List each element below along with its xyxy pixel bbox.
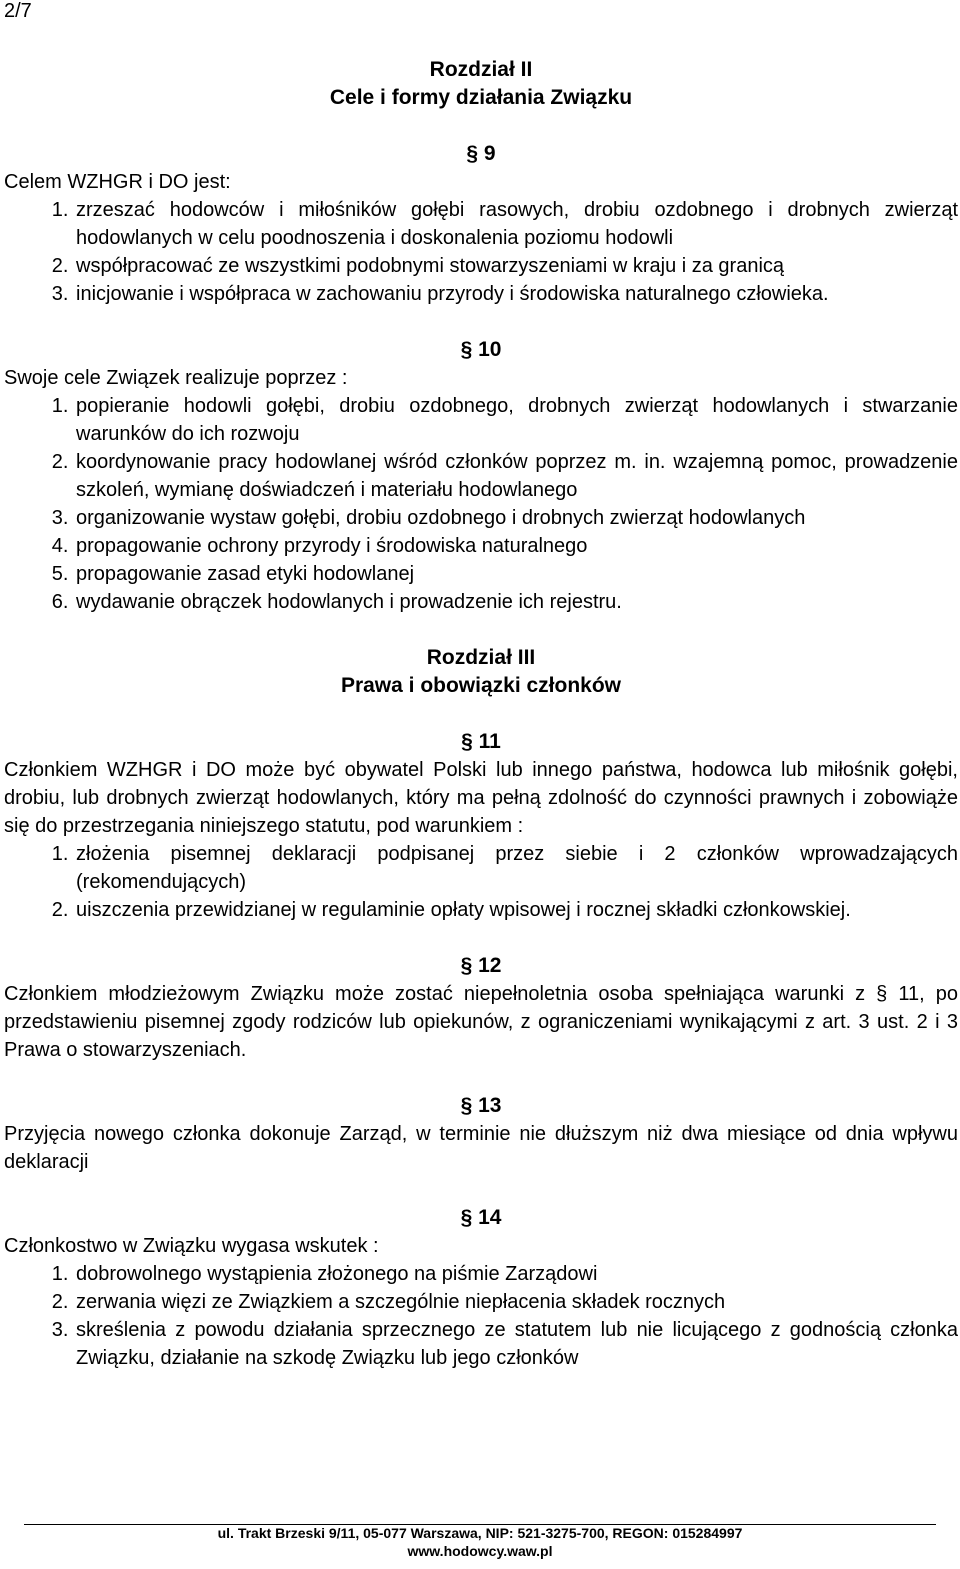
list-item: 4. propagowanie ochrony przyrody i środowiska naturalnego [74, 532, 958, 560]
section-list [4, 392, 958, 616]
footer-website: www.hodowcy.waw.pl [407, 1543, 553, 1559]
list-item: 3. organizowanie wystaw gołębi, drobiu ozdobnego i drobnych zwierząt hodowlanych [74, 504, 958, 532]
page-number: 2/7 [4, 0, 32, 22]
list-item: 1. zrzeszać hodowców i miłośników gołębi rasowych, drobiu ozdobnego i drobnych zwierząt hodowlanych w celu poodnoszenia i doskonalenia poziomu hodowli [74, 196, 958, 252]
section-intro: Swoje cele Związek realizuje poprzez : [4, 367, 348, 389]
list-item: 2. uiszczenia przewidzianej w regulaminie opłaty wpisowej i rocznej składki członkowskiej. [74, 896, 958, 924]
section-intro: Celem WZHGR i DO jest: [4, 171, 231, 193]
list-item: 2. zerwania więzi ze Związkiem a szczególnie niepłacenia składek rocznych [74, 1288, 958, 1316]
section-mark: § 14 [460, 1206, 502, 1229]
section-mark: § 10 [460, 338, 502, 361]
list-item: 3. inicjowanie i współpraca w zachowaniu przyrody i środowiska naturalnego człowieka. [74, 280, 958, 308]
section-list [4, 1260, 958, 1372]
document-body [4, 56, 958, 1372]
section-list [4, 196, 958, 308]
section-text: Członkiem młodzieżowym Związku może zostać niepełnoletnia osoba spełniająca warunki z § 11, po przedstawieniu pisemnej zgody rodziców lub opiekunów, z ograniczeniami wynikającymi z art. 3 ust. 2 i 3 Prawa o stowarzyszeniach. [4, 983, 958, 1061]
list-item: 1. złożenia pisemnej deklaracji podpisanej przez siebie i 2 członków wprowadzających (rekomendujących) [74, 840, 958, 896]
section-list [4, 840, 958, 924]
page-footer [0, 1524, 960, 1560]
chapter-subtitle: Prawa i obowiązki członków [340, 674, 622, 697]
list-item: 6. wydawanie obrączek hodowlanych i prowadzenie ich rejestru. [74, 588, 958, 616]
chapter-title: Rozdział III [426, 646, 536, 669]
list-item: 2. współpracować ze wszystkimi podobnymi stowarzyszeniami w kraju i za granicą [74, 252, 958, 280]
list-item: 1. popieranie hodowli gołębi, drobiu ozdobnego, drobnych zwierząt hodowlanych i stwarzanie warunków do ich rozwoju [74, 392, 958, 448]
chapter-subtitle: Cele i formy działania Związku [329, 86, 633, 109]
section-intro: Członkiem WZHGR i DO może być obywatel Polski lub innego państwa, hodowca lub miłośnik gołębi, drobiu, lub drobnych zwierząt hodowlanych, który ma pełną zdolność do czynności prawnych i zobowiąże się do przestrzegania niniejszego statutu, pod warunkiem : [4, 759, 958, 837]
list-item: 1. dobrowolnego wystąpienia złożonego na piśmie Zarządowi [74, 1260, 958, 1288]
section-intro: Członkostwo w Związku wygasa wskutek : [4, 1235, 379, 1257]
section-text: Przyjęcia nowego członka dokonuje Zarząd, w terminie nie dłuższym niż dwa miesiące od dnia wpływu deklaracji [4, 1123, 958, 1173]
section-mark: § 9 [466, 142, 496, 165]
chapter-title: Rozdział II [429, 58, 533, 81]
list-item: 3. skreślenia z powodu działania sprzecznego ze statutem lub nie licującego z godnością członka Związku, działanie na szkodę Związku lub jego członków [74, 1316, 958, 1372]
list-item: 5. propagowanie zasad etyki hodowlanej [74, 560, 958, 588]
list-item: 2. koordynowanie pracy hodowlanej wśród członków poprzez m. in. wzajemną pomoc, prowadzenie szkoleń, wymianę doświadczeń i materiału hodowlanego [74, 448, 958, 504]
section-mark: § 11 [461, 730, 501, 753]
section-mark: § 12 [460, 954, 502, 977]
footer-address: ul. Trakt Brzeski 9/11, 05-077 Warszawa, NIP: 521-3275-700, REGON: 015284997 [217, 1525, 743, 1541]
section-mark: § 13 [460, 1094, 502, 1117]
